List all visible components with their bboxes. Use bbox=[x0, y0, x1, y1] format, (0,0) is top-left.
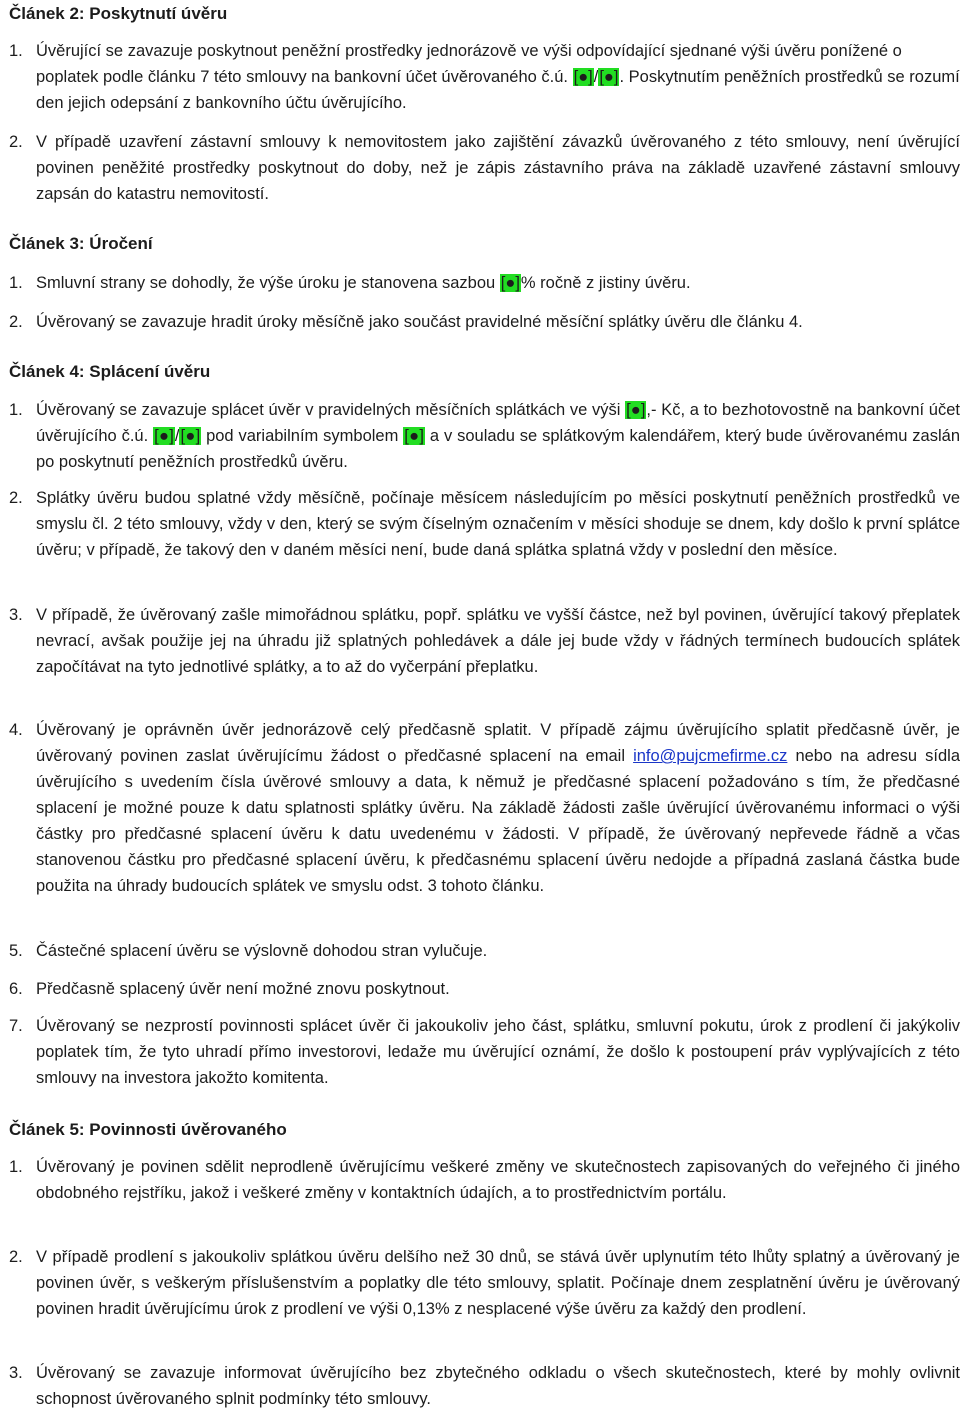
email-link[interactable]: info@pujcmefirme.cz bbox=[633, 747, 788, 765]
article-3-item-1 bbox=[9, 270, 960, 296]
article-5-heading: Článek 5: Povinnosti úvěrovaného bbox=[9, 1120, 287, 1139]
item-text: Úvěrovaný se zavazuje informovat úvěrujícího bez zbytečného odkladu o všech skutečnostech, které by mohly ovlivnit schopnost úvěrovaného splnit podmínky této smlouvy. bbox=[36, 1364, 960, 1408]
item-text: Částečné splacení úvěru se výslovně dohodou stran vylučuje. bbox=[36, 942, 488, 960]
item-number: 5. bbox=[9, 942, 23, 960]
article-5-item-1 bbox=[9, 1154, 960, 1206]
item-text: V případě, že úvěrovaný zašle mimořádnou splátku, popř. splátku ve vyšší částce, než byl povinen, úvěrující takový přeplatek nevrací, avšak použije jej na úhradu již splatných pohledávek a dále jej bude vždy v řádných termínech budoucích splátek započítávat na tyto jednotlivé splátky, a to až do vyčerpání přeplatku. bbox=[36, 606, 960, 676]
item-number: 2. bbox=[9, 1248, 23, 1266]
item-number: 1. bbox=[9, 1158, 23, 1176]
article-5-item-2 bbox=[9, 1244, 960, 1322]
item-number: 4. bbox=[9, 721, 23, 739]
item-text: V případě uzavření zástavní smlouvy k nemovitostem jako zajištění závazků úvěrovaného z této smlouvy, není úvěrující povinen peněžité prostředky poskytnout do doby, než je zápis zástavního práva na základě uzavřené zástavní smlouvy zapsán do katastru nemovitostí. bbox=[36, 133, 960, 203]
item-number: 3. bbox=[9, 1364, 23, 1382]
item-text: Úvěrovaný se zavazuje splácet úvěr v pravidelných měsíčních splátkách ve výši [●],- Kč, a to bezhotovostně na bankovní účet úvěrujícího č.ú. [●]/[●] pod variabilním symbolem [●] a v souladu se splátkovým kalendářem, který bude úvěrovanému zaslán po poskytnutí peněžních prostředků úvěru. bbox=[36, 401, 960, 471]
article-4-heading: Článek 4: Splácení úvěru bbox=[9, 362, 211, 381]
article-2-heading: Článek 2: Poskytnutí úvěru bbox=[9, 4, 228, 23]
item-text: Úvěrovaný se nezprostí povinnosti splácet úvěr či jakoukoliv jeho část, splátku, smluvní pokutu, úrok z prodlení či jakýkoliv poplatek tím, že tyto uhradí přímo investorovi, ledaže mu úvěrující oznámí, že došlo k postoupení práv vyplývajících z této smlouvy na investora jakožto komitenta. bbox=[36, 1017, 960, 1087]
placeholder-highlight: [●] bbox=[154, 427, 174, 445]
item-text: Smluvní strany se dohodly, že výše úroku je stanovena sazbou [●]% ročně z jistiny úvěru. bbox=[36, 274, 691, 292]
item-text: Úvěrovaný se zavazuje hradit úroky měsíčně jako součást pravidelné měsíční splátky úvěru dle článku 4. bbox=[36, 313, 803, 331]
placeholder-highlight: [●] bbox=[404, 427, 424, 445]
article-4-item-7 bbox=[9, 1013, 960, 1091]
item-number: 7. bbox=[9, 1017, 23, 1035]
item-number: 2. bbox=[9, 313, 23, 331]
article-5-item-3 bbox=[9, 1360, 960, 1412]
placeholder-highlight: [●] bbox=[626, 401, 646, 419]
article-2-item-2 bbox=[9, 129, 960, 207]
item-number: 1. bbox=[9, 401, 23, 419]
item-text: Úvěrovaný je povinen sdělit neprodleně úvěrujícímu veškeré změny ve skutečnostech zapisovaných do veřejného či jiného obdobného rejstříku, jakož i veškeré změny v kontaktních údajích, a to prostřednictvím portálu. bbox=[36, 1158, 960, 1202]
placeholder-highlight: [●] bbox=[180, 427, 201, 445]
article-2-item-1 bbox=[9, 38, 960, 116]
article-3-item-2 bbox=[9, 309, 960, 335]
item-text: Úvěrující se zavazuje poskytnout peněžní prostředky jednorázově ve výši odpovídající sjednané výši úvěru ponížené o poplatek podle článku 7 této smlouvy na bankovní účet úvěrovaného č.ú. [●]/[●]. Poskytnutím peněžních prostředků se rozumí den jejich odepsání z bankovního účtu úvěrujícího. bbox=[36, 42, 960, 112]
placeholder-highlight: [●] bbox=[500, 274, 520, 292]
item-text: Předčasně splacený úvěr není možné znovu poskytnout. bbox=[36, 980, 450, 998]
article-4-item-2 bbox=[9, 485, 960, 563]
item-number: 2. bbox=[9, 133, 23, 151]
item-number: 6. bbox=[9, 980, 23, 998]
item-text: Splátky úvěru budou splatné vždy měsíčně, počínaje měsícem následujícím po měsíci poskytnutí peněžních prostředků ve smyslu čl. 2 této smlouvy, vždy v den, který se svým číselným označením v měsíci shoduje se dnem, kdy došlo k první splátce úvěru; v případě, že takový den v daném měsíci není, bude daná splátka splatná vždy v poslední den měsíce. bbox=[36, 489, 960, 559]
article-4-item-3 bbox=[9, 602, 960, 680]
item-text: Úvěrovaný je oprávněn úvěr jednorázově celý předčasně splatit. V případě zájmu úvěrujícího splatit předčasně úvěr, je úvěrovaný povinen zaslat úvěrujícímu žádost o předčasné splacení na email info@pujcmefirme.cz nebo na adresu sídla úvěrujícího s uvedením čísla úvěrové smlouvy a data, k němuž je předčasné splacení požadováno s tím, že předčasné splacení je možné pouze k datu splatnosti splátky úvěru. Na základě žádosti zašle úvěrující úvěrovanému informaci o výši částky pro předčasné splacení úvěru k datu uvedenému v žádosti. V případě, že úvěrovaný nepřevede řádně a včas stanovenou částku pro předčasné splacení úvěru, k předčasnému splacení úvěru nedojde a případná zaslaná částka bude použita na úhrady budoucích splátek ve smyslu odst. 3 tohoto článku. bbox=[36, 721, 960, 895]
item-number: 1. bbox=[9, 274, 23, 292]
article-4-item-1 bbox=[9, 397, 960, 475]
placeholder-highlight: [●] bbox=[573, 68, 593, 86]
item-number: 3. bbox=[9, 606, 23, 624]
article-3-heading: Článek 3: Úročení bbox=[9, 234, 153, 253]
article-4-item-5 bbox=[9, 938, 960, 964]
article-4-item-6 bbox=[9, 976, 960, 1002]
item-text: V případě prodlení s jakoukoliv splátkou úvěru delšího než 30 dnů, se stává úvěr uplynutím této lhůty splatný a úvěrovaný je povinen úvěr, s veškerým příslušenstvím a poplatky dle této smlouvy, splatit. Počínaje dnem zesplatnění úvěru je úvěrovaný povinen hradit úvěrujícímu úrok z prodlení ve výši 0,13% z nesplacené výše úvěru za každý den prodlení. bbox=[36, 1248, 960, 1318]
placeholder-highlight: [●] bbox=[599, 68, 619, 86]
item-number: 2. bbox=[9, 489, 23, 507]
article-4-item-4 bbox=[9, 717, 960, 899]
item-number: 1. bbox=[9, 42, 23, 60]
